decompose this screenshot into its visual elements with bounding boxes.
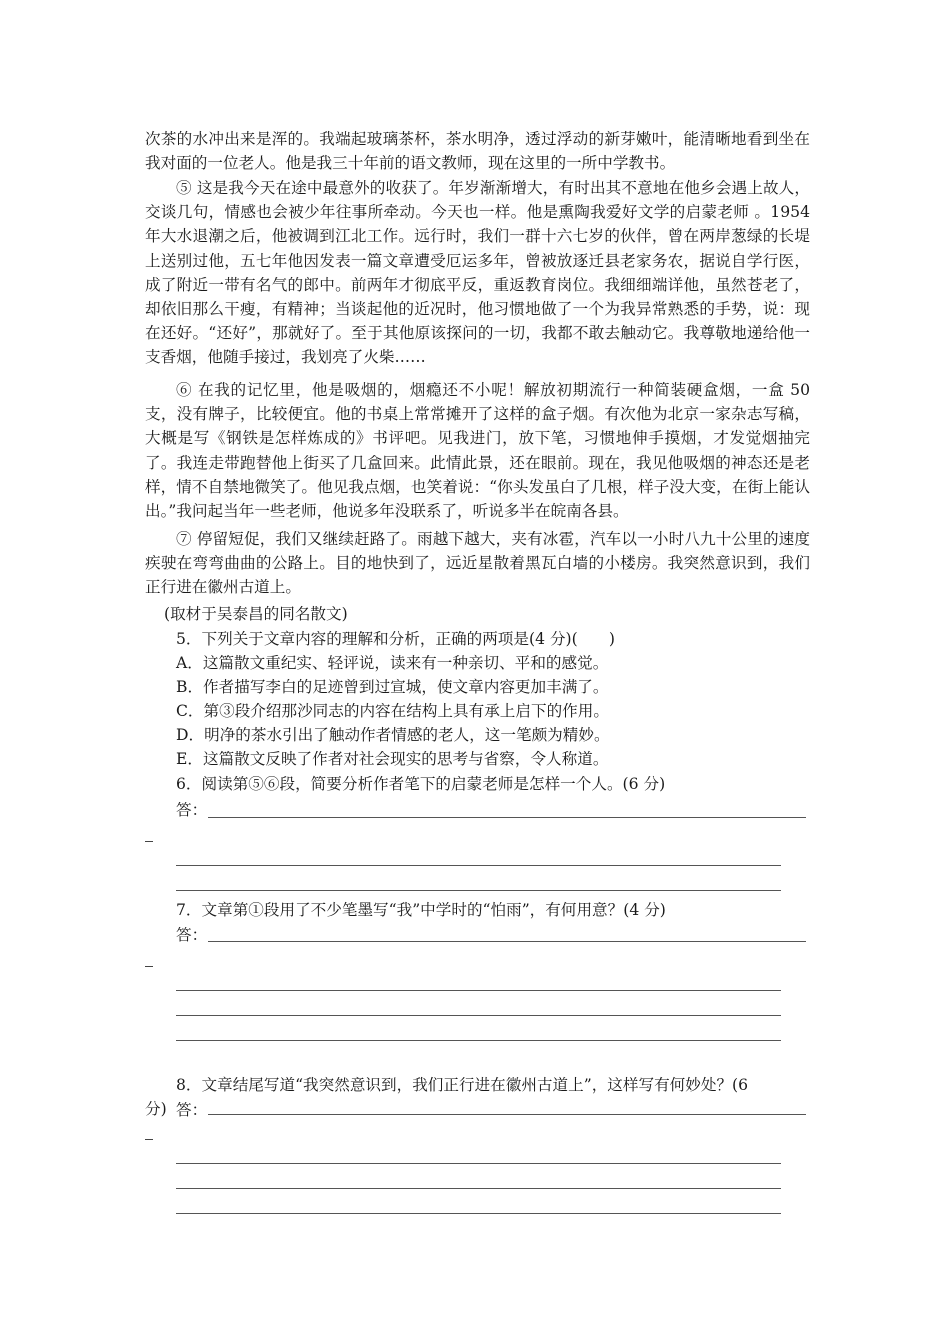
- question-8-stem: 8．文章结尾写道“我突然意识到，我们正行进在徽州古道上”，这样写有何妙处？(6: [176, 1076, 749, 1094]
- question-7-answer-line[interactable]: [176, 1040, 781, 1041]
- question-7-stem: 7．文章第①段用了不少笔墨写“我”中学时的“怕雨”，有何用意？(4 分): [176, 901, 666, 919]
- question-5-option-e[interactable]: E．这篇散文反映了作者对社会现实的思考与省察，令人称道。: [176, 750, 609, 768]
- question-8-answer-line[interactable]: [208, 1114, 806, 1115]
- question-7-answer-line[interactable]: [176, 1015, 781, 1016]
- question-5-option-b[interactable]: B．作者描写李白的足迹曾到过宣城，使文章内容更加丰满了。: [176, 678, 609, 696]
- question-8-stem-continued: 分): [145, 1100, 167, 1118]
- question-7-answer-line[interactable]: [208, 941, 806, 942]
- question-5-option-a[interactable]: A．这篇散文重纪实、轻评说，读来有一种亲切、平和的感觉。: [176, 654, 609, 672]
- question-6-stem: 6．阅读第⑤⑥段，简要分析作者笔下的启蒙老师是怎样一个人。(6 分): [176, 775, 666, 793]
- question-5-option-d[interactable]: D．明净的茶水引出了触动作者情感的老人，这一笔颇为精妙。: [176, 726, 610, 744]
- question-7-answer-dash: [145, 966, 153, 967]
- question-6-answer-line[interactable]: [208, 817, 806, 818]
- question-8-answer-line[interactable]: [176, 1188, 781, 1189]
- paragraph-6: ⑥ 在我的记忆里，他是吸烟的，烟瘾还不小呢！解放初期流行一种简装硬盒烟，一盒 50 支，没有牌子，比较便宜。他的书桌上常常摊开了这样的盒子烟。有次他为北京一家杂志写稿，大概是写《钢铁是怎样炼成的》书评吧。见我进门，放下笔，习惯地伸手摸烟，才发觉烟抽完了。我连走带跑替他上街买了几盒回来。此情此景，还在眼前。现在，我见他吸烟的神态还是老样，情不自禁地微笑了。他见我点烟，也笑着说：“你头发虽白了几根，样子没大变，在街上能认出。”我问起当年一些老师，他说多年没联系了，听说多半在皖南各县。: [145, 381, 810, 521]
- paragraph-4-continued: 次茶的水冲出来是浑的。我端起玻璃茶杯，茶水明净，透过浮动的新芽嫩叶，能清晰地看到坐在我对面的一位老人。他是我三十年前的语文教师，现在这里的一所中学教书。: [145, 130, 810, 173]
- question-8-answer-label: 答：: [176, 1101, 208, 1119]
- question-7-answer-label: 答：: [176, 926, 208, 944]
- question-6-answer-label: 答：: [176, 801, 208, 819]
- paragraph-7: ⑦ 停留短促，我们又继续赶路了。雨越下越大，夹有冰雹，汽车以一小时八九十公里的速度疾驶在弯弯曲曲的公路上。目的地快到了，远近星散着黑瓦白墙的小楼房。我突然意识到，我们正行进在徽州古道上。: [145, 530, 810, 597]
- paragraph-5: ⑤ 这是我今天在途中最意外的收获了。年岁渐渐增大，有时出其不意地在他乡会遇上故人，交谈几句，情感也会被少年往事所牵动。今天也一样。他是熏陶我爱好文学的启蒙老师 。1954 年大水退潮之后，他被调到江北工作。远行时，我们一群十六七岁的伙伴，曾在两岸葱绿的长堤上送别过他，五七年他因发表一篇文章遭受厄运多年，曾被放逐迁县老家务农，据说自学行医，成了附近一带有名气的郎中。前两年才彻底平反，重返教育岗位。我细细端详他，虽然苍老了，却依旧那么干瘦，有精神；当谈起他的近况时，他习惯地做了一个为我异常熟悉的手势，说：现在还好。“还好”，那就好了。至于其他原该探问的一切，我都不敢去触动它。我尊敬地递给他一支香烟，他随手接过，我划亮了火柴……: [145, 179, 810, 367]
- question-6-answer-dash: [145, 841, 153, 842]
- question-8-answer-line[interactable]: [176, 1213, 781, 1214]
- question-7-answer-line[interactable]: [176, 990, 781, 991]
- question-8-answer-dash: [145, 1139, 153, 1140]
- question-6-answer-line[interactable]: [176, 890, 781, 891]
- source-note: (取材于吴泰昌的同名散文): [164, 605, 348, 623]
- question-8-answer-line[interactable]: [176, 1163, 781, 1164]
- question-5-stem: 5．下列关于文章内容的理解和分析，正确的两项是(4 分)( ): [176, 630, 615, 648]
- question-6-answer-line[interactable]: [176, 865, 781, 866]
- question-5-option-c[interactable]: C．第③段介绍那沙同志的内容在结构上具有承上启下的作用。: [176, 702, 609, 720]
